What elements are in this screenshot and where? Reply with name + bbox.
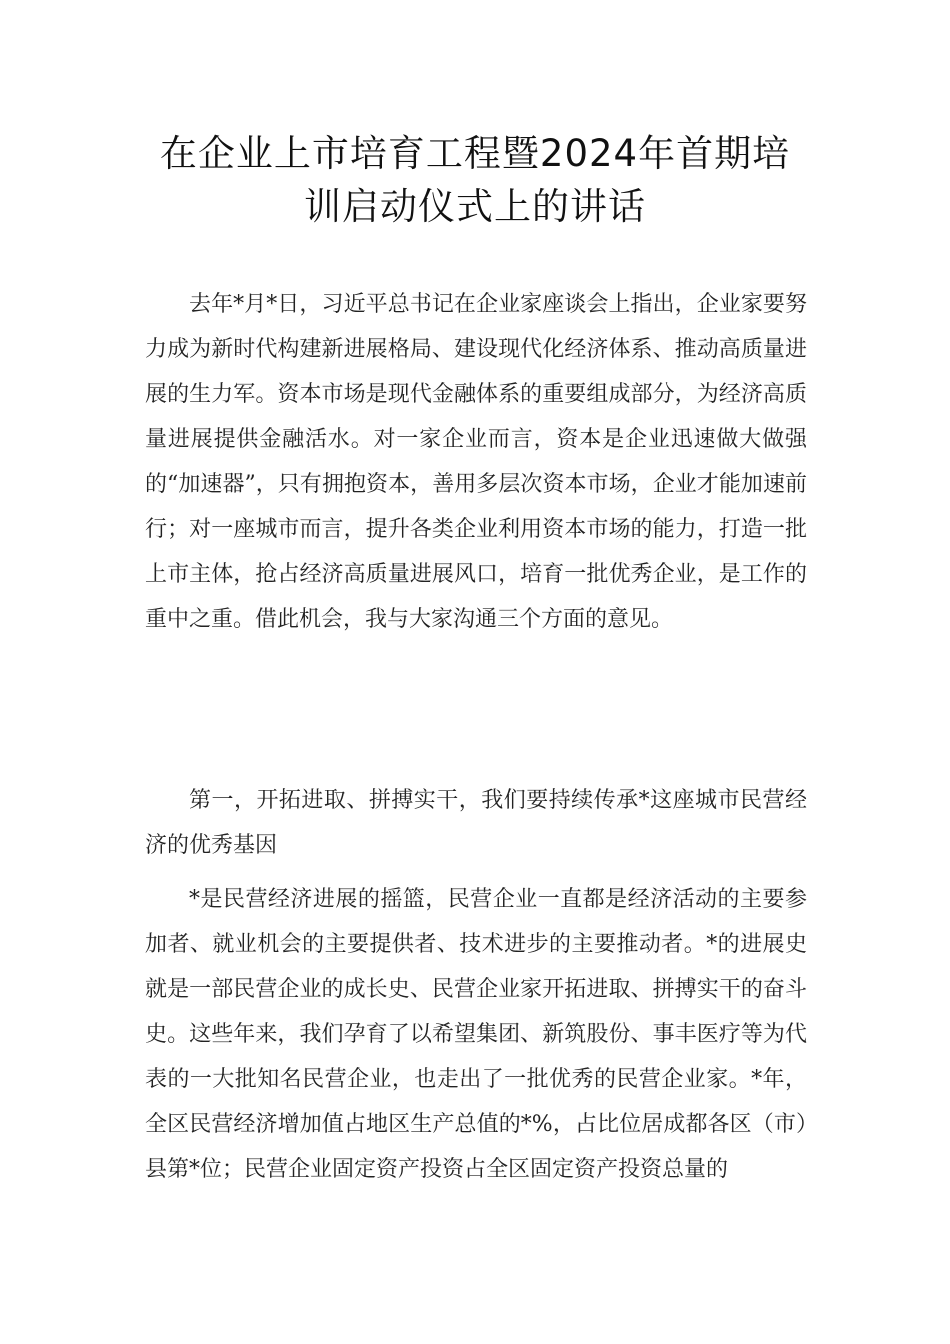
document-title <box>120 127 830 233</box>
section-heading-block <box>145 778 807 868</box>
section-one-paragraph: *是民营经济进展的摇篮，民营企业一直都是经济活动的主要参加者、就业机会的主要提供者、技术进步的主要推动者。*的进展史就是一部民营企业的成长史、民营企业家开拓进取、拼搏实干的奋斗史。这些年来，我们孕育了以希望集团、新筑股份、事丰医疗等为代表的一大批知名民营企业，也走出了一批优秀的民营企业家。*年，全区民营经济增加值占地区生产总值的*%，占比位居成都各区（市）县第*位；民营企业固定资产投资占全区固定资产投资总量的 <box>145 887 807 1182</box>
title-line-2: 训启动仪式上的讲话 <box>304 185 646 228</box>
intro-paragraph: 去年*月*日，习近平总书记在企业家座谈会上指出，企业家要努力成为新时代构建新进展格局、建设现代化经济体系、推动高质量进展的生力军。资本市场是现代金融体系的重要组成部分，为经济高质量进展提供金融活水。对一家企业而言，资本是企业迅速做大做强的“加速器”，只有拥抱资本，善用多层次资本市场，企业才能加速前行；对一座城市而言，提升各类企业利用资本市场的能力，打造一批上市主体，抢占经济高质量进展风口，培育一批优秀企业，是工作的重中之重。借此机会，我与大家沟通三个方面的意见。 <box>145 292 807 632</box>
intro-paragraph-block <box>145 282 807 642</box>
section-one-heading: 第一，开拓进取、拼搏实干，我们要持续传承*这座城市民营经济的优秀基因 <box>145 788 807 858</box>
section-body-block <box>145 877 807 1192</box>
title-line-1: 在企业上市培育工程暨2024年首期培 <box>159 132 791 175</box>
